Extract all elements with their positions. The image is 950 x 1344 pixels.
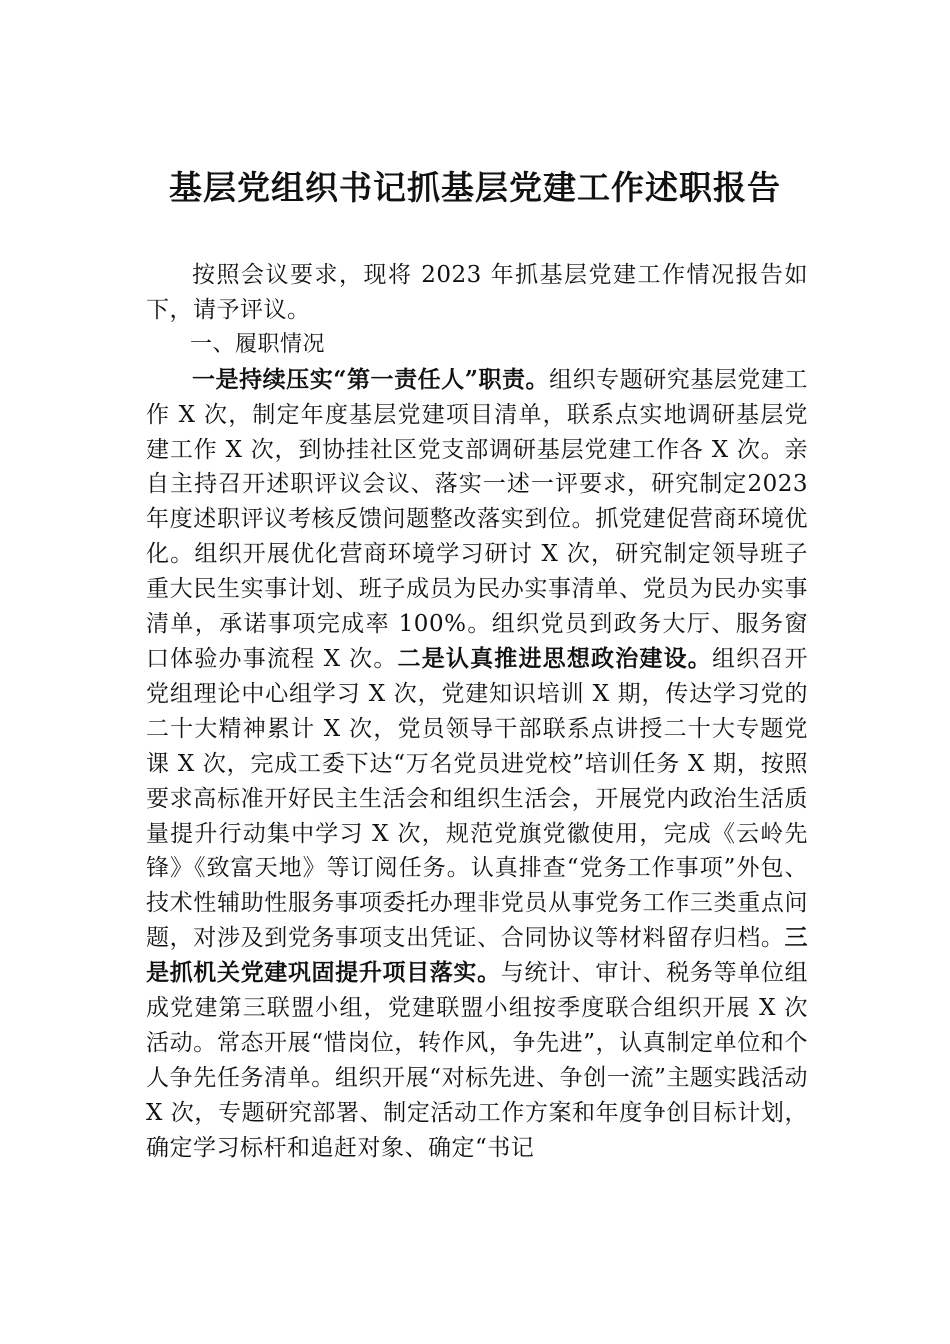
part3-text: 与统计、审计、税务等单位组成党建第三联盟小组，党建联盟小组按季度联合组织开展 X 次活动。常态开展“惜岗位，转作风，争先进”，认真制定单位和个人争先任务清单。组织开展“对标先进、争创一流”主题实践活动 X 次，专题研究部署、制定活动工作方案和年度争创目标计划，确定学习标杆和追赶对象、确定“书记: [146, 960, 809, 1161]
document-body: [146, 258, 808, 1166]
document-title: 基层党组织书记抓基层党建工作述职报告: [169, 168, 781, 207]
part3-lead: 三是抓机关党建巩固提升项目落实。: [146, 924, 808, 987]
part2-text: 组织召开党组理论中心组学习 X 次，党建知识培训 X 期，传达学习党的二十大精神累计 X 次，党员领导干部联系点讲授二十大专题党课 X 次，完成工委下达“万名党员进党校”培训任务 X 期，按照要求高标准开好民主生活会和组织生活会，开展党内政治生活质量提升行动集中学习 X 次，规范党旗党徽使用，完成《云岭先锋》《致富天地》等订阅任务。认真排查“党务工作事项”外包、技术性辅助性服务事项委托办理非党员从事党务工作三类重点问题，对涉及到党务事项支出凭证、合同协议等材料留存归档。: [146, 645, 809, 952]
section-heading: 一、履职情况: [190, 331, 326, 357]
part2-lead: 二是认真推进思想政治建设。: [397, 644, 712, 672]
part1-text: 组织专题研究基层党建工作 X 次，制定年度基层党建项目清单，联系点实地调研基层党建工作 X 次，到协挂社区党支部调研基层党建工作各 X 次。亲自主持召开述职评议会议、落实一述一评要求，研究制定2023 年度述职评议考核反馈问题整改落实到位。抓党建促营商环境优化。组织开展优化营商环境学习研讨 X 次，研究制定领导班子重大民生实事计划、班子成员为民办实事清单、党员为民办实事清单，承诺事项完成率 100%。组织党员到政务大厅、服务窗口体验办事流程 X 次。: [146, 366, 808, 672]
intro-paragraph: 按照会议要求，现将 2023 年抓基层党建工作情况报告如下，请予评议。: [146, 262, 808, 323]
main-paragraph: [146, 363, 808, 1166]
part1-lead: 一是持续压实“第一责任人”职责。: [192, 365, 550, 393]
